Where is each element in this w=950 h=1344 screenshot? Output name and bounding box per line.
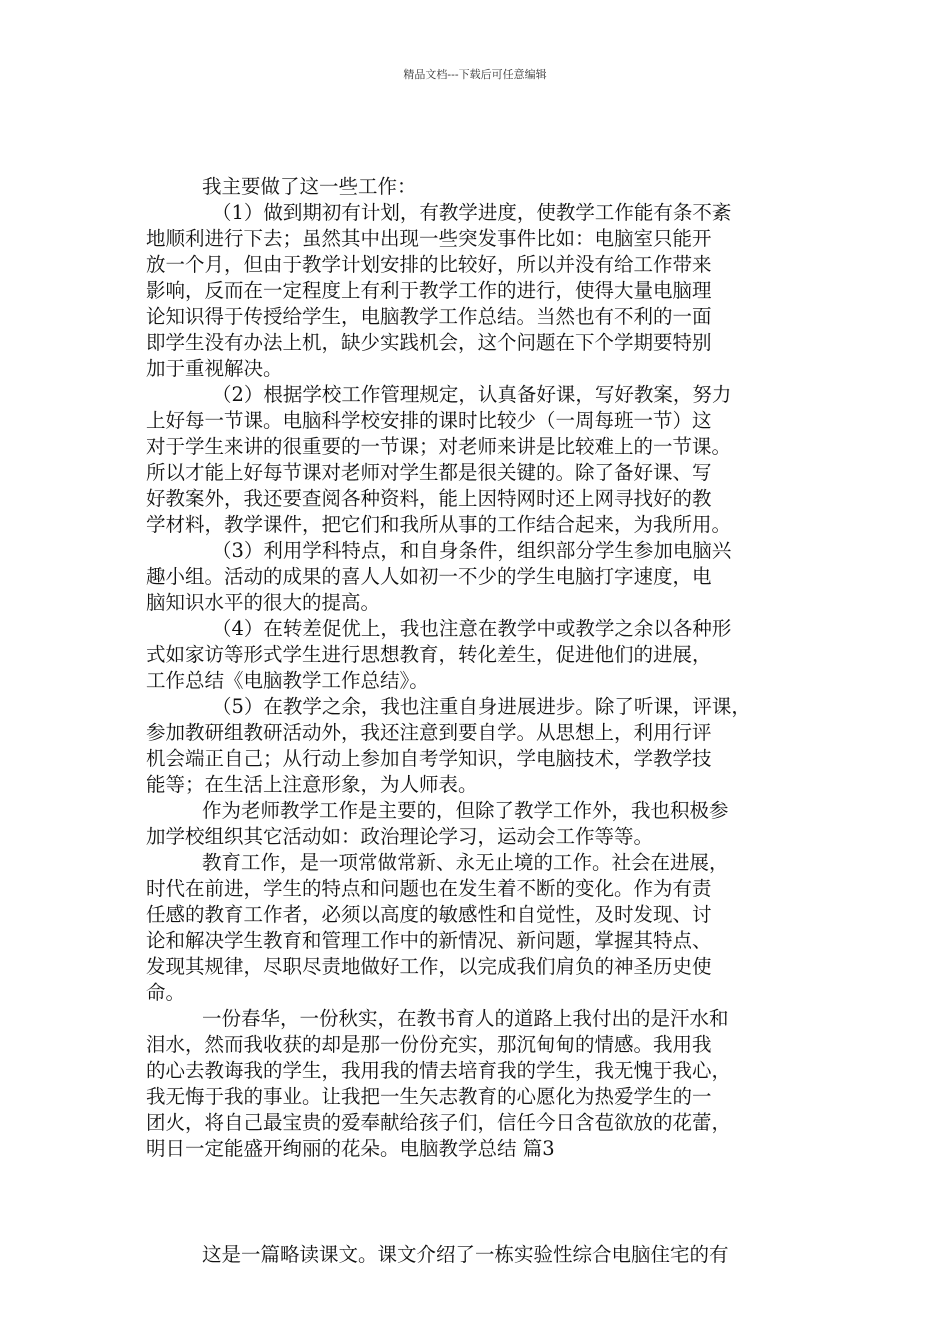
text-line: 作为老师教学工作是主要的，但除了教学工作外，我也积极参 [202, 799, 729, 822]
text-line: 所以才能上好每节课对老师对学生都是很关键的。除了备好课、写 [146, 461, 712, 484]
text-line: 我无悔于我的事业。让我把一生矢志教育的心愿化为热爱学生的一 [146, 1085, 712, 1108]
text-line: 趣小组。活动的成果的喜人人如初一不少的学生电脑打字速度，电 [146, 565, 712, 588]
text-line: 好教案外，我还要查阅各种资料，能上因特网时还上网寻找好的教 [146, 487, 712, 510]
text-line: 加于重视解决。 [146, 357, 283, 380]
text-line: 即学生没有办法上机，缺少实践机会，这个问题在下个学期要特别 [146, 331, 712, 354]
text-line: 学材料，教学课件，把它们和我所从事的工作结合起来，为我所用。 [146, 513, 732, 536]
text-line: 对于学生来讲的很重要的一节课；对老师来讲是比较难上的一节课。 [146, 435, 732, 458]
text-line: 的心去教诲我的学生，我用我的情去培育我的学生，我无愧于我心， [146, 1059, 732, 1082]
text-line: 机会端正自己；从行动上参加自考学知识，学电脑技术，学教学技 [146, 747, 712, 770]
text-line: 教育工作，是一项常做常新、永无止境的工作。社会在进展， [202, 851, 729, 874]
text-line: 论和解决学生教育和管理工作中的新情况、新问题，掌握其特点、 [146, 929, 712, 952]
text-line: 时代在前进，学生的特点和问题也在发生着不断的变化。作为有责 [146, 877, 712, 900]
text-line: （4）在转差促优上，我也注意在教学中或教学之余以各种形 [212, 617, 732, 640]
text-line: 任感的教育工作者，必须以高度的敏感性和自觉性，及时发现、讨 [146, 903, 712, 926]
text-line: 明日一定能盛开绚丽的花朵。电脑教学总结 篇3 [146, 1137, 555, 1160]
text-line: 地顺利进行下去；虽然其中出现一些突发事件比如：电脑室只能开 [146, 227, 712, 250]
text-line: 能等；在生活上注意形象，为人师表。 [146, 773, 478, 796]
text-line: （2）根据学校工作管理规定，认真备好课，写好教案，努力 [212, 383, 732, 406]
text-line: （5）在教学之余，我也注重自身进展进步。除了听课，评课， [212, 695, 751, 718]
text-line: 命。 [146, 981, 186, 1004]
page-header: 精品文档---下载后可任意编辑 [403, 68, 547, 81]
text-line: （3）利用学科特点，和自身条件，组织部分学生参加电脑兴 [212, 539, 732, 562]
text-line: 这是一篇略读课文。课文介绍了一栋实验性综合电脑住宅的有 [202, 1243, 729, 1266]
text-line: 团火，将自己最宝贵的爱奉献给孩子们，信任今日含苞欲放的花蕾， [146, 1111, 732, 1134]
section-gap [146, 1162, 806, 1242]
text-line: 脑知识水平的很大的提高。 [146, 591, 381, 614]
text-line: 工作总结《电脑教学工作总结》。 [146, 669, 429, 692]
text-line: 泪水，然而我收获的却是那一份份充实，那沉甸甸的情感。我用我 [146, 1033, 712, 1056]
text-line: 加学校组织其它活动如：政治理论学习，运动会工作等等。 [146, 825, 654, 848]
text-line: 一份春华，一份秋实，在教书育人的道路上我付出的是汗水和 [202, 1007, 729, 1030]
text-line: 我主要做了这一些工作： [202, 175, 417, 198]
text-line: 发现其规律，尽职尽责地做好工作，以完成我们肩负的神圣历史使 [146, 955, 712, 978]
text-line: （1）做到期初有计划，有教学进度，使教学工作能有条不紊 [212, 201, 732, 224]
text-line: 参加教研组教研活动外，我还注意到要自学。从思想上，利用行评 [146, 721, 712, 744]
text-line: 式如家访等形式学生进行思想教育，转化差生，促进他们的进展， [146, 643, 712, 666]
document-body [146, 174, 806, 1268]
text-line: 论知识得于传授给学生，电脑教学工作总结。当然也有不利的一面 [146, 305, 712, 328]
text-line: 上好每一节课。电脑科学校安排的课时比较少（一周每班一节）这 [146, 409, 712, 432]
text-line: 放一个月，但由于教学计划安排的比较好，所以并没有给工作带来 [146, 253, 712, 276]
text-line: 影响，反而在一定程度上有利于教学工作的进行，使得大量电脑理 [146, 279, 712, 302]
